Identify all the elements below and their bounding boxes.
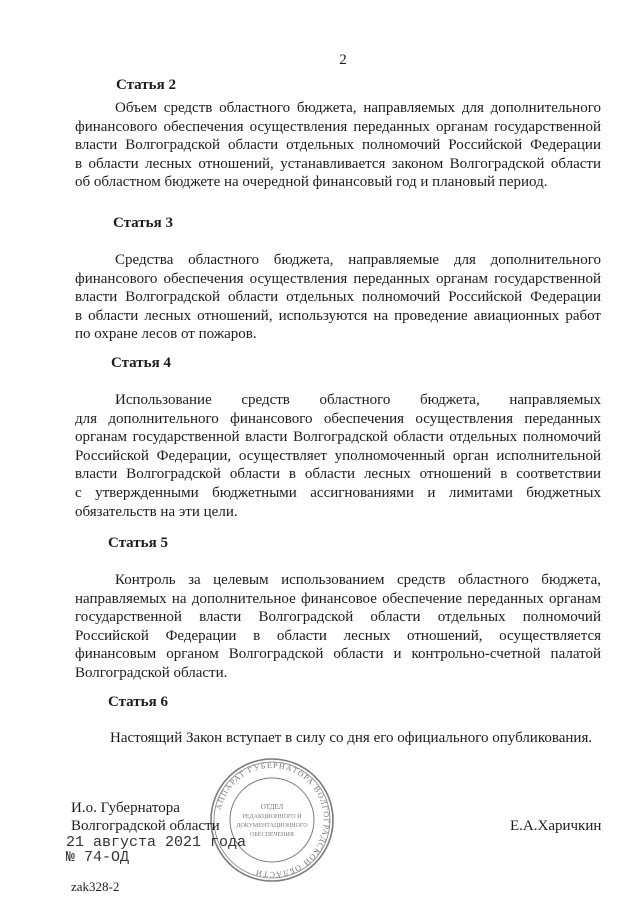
- article-line: власти Волгоградской области отдельных полномочий Российской Федерации: [75, 289, 601, 306]
- signatory-position-line-1: И.о. Губернатора: [71, 800, 180, 816]
- article-5-text: [75, 571, 601, 683]
- article-line: направляемых на дополнительное финансовое обеспечение переданных органам: [75, 590, 601, 607]
- article-line: Российской Федерации, осуществляет уполномоченный орган исполнительной: [75, 447, 601, 464]
- footer-code: zak328-2: [71, 879, 120, 894]
- stamp-text: ОТДЕЛ: [260, 803, 284, 811]
- law-number: № 74-ОД: [66, 849, 130, 866]
- article-4-title: Статья 4: [111, 355, 171, 371]
- article-3-text: [75, 251, 601, 344]
- article-line: в области лесных отношений, устанавливается законом Волгоградской области: [75, 155, 601, 172]
- article-line: власти Волгоградской области отдельных полномочий Российской Федерации: [75, 137, 601, 154]
- article-3-title: Статья 3: [113, 215, 173, 231]
- article-line: для дополнительного финансового обеспечения осуществления переданных: [75, 410, 601, 427]
- article-line: об областном бюджете на очередной финансовый год и плановый период.: [75, 174, 548, 191]
- stamp-ring-text: АППАРАТ ГУБЕРНАТОРА ВОЛГОГРАДСКОЙ ОБЛАСТИ: [214, 760, 332, 880]
- article-line: Контроль за целевым использованием средств областного бюджета,: [115, 572, 601, 588]
- article-6-title: Статья 6: [108, 694, 168, 710]
- article-line: финансовым органом Волгоградской области и контрольно-счетной палатой: [75, 646, 601, 663]
- article-2-title: Статья 2: [116, 77, 176, 93]
- stamp-text: РЕДАКЦИОННОГО И: [242, 814, 302, 820]
- article-5-title: Статья 5: [108, 535, 168, 551]
- page-number: 2: [339, 52, 347, 68]
- article-4-text: [75, 391, 601, 521]
- article-line: органам государственной власти Волгоградской области отдельных полномочий: [75, 429, 601, 446]
- article-line: Средства областного бюджета, направляемые для дополнительного: [115, 252, 601, 268]
- signature-date: 21 августа 2021 года: [66, 834, 247, 851]
- article-line: Волгоградской области.: [75, 664, 228, 681]
- article-line: обязательств на эти цели.: [75, 503, 238, 520]
- article-line: с утвержденными бюджетными ассигнованиями и лимитами бюджетных: [75, 484, 601, 501]
- article-line: власти Волгоградской области в области лесных отношений в соответствии: [75, 466, 601, 483]
- article-line: Объем средств областного бюджета, направляемых для дополнительного: [115, 100, 601, 116]
- article-line: Использование средств областного бюджета, направляемых: [115, 392, 601, 408]
- signatory-name: Е.А.Харичкин: [510, 818, 602, 834]
- article-line: финансового обеспечения осуществления переданных органам государственной: [75, 270, 601, 287]
- article-line: государственной власти Волгоградской области отдельных полномочий: [75, 609, 601, 626]
- stamp-text: ОБЕСПЕЧЕНИЯ: [250, 832, 294, 838]
- article-line: в области лесных отношений, используются на проведение авиационных работ: [75, 307, 601, 324]
- article-line: Российской Федерации в области лесных отношений, осуществляется: [75, 627, 601, 644]
- official-stamp-icon: [207, 755, 337, 885]
- article-line: по охране лесов от пожаров.: [75, 326, 257, 343]
- signatory-position-line-2: Волгоградской области: [71, 818, 220, 834]
- article-6-text: Настоящий Закон вступает в силу со дня его официального опубликования.: [110, 730, 593, 746]
- article-2-text: [75, 99, 601, 192]
- article-line: финансового обеспечения осуществления переданных органам государственной: [75, 118, 601, 135]
- stamp-text: ДОКУМЕНТАЦИОННОГО: [236, 823, 308, 829]
